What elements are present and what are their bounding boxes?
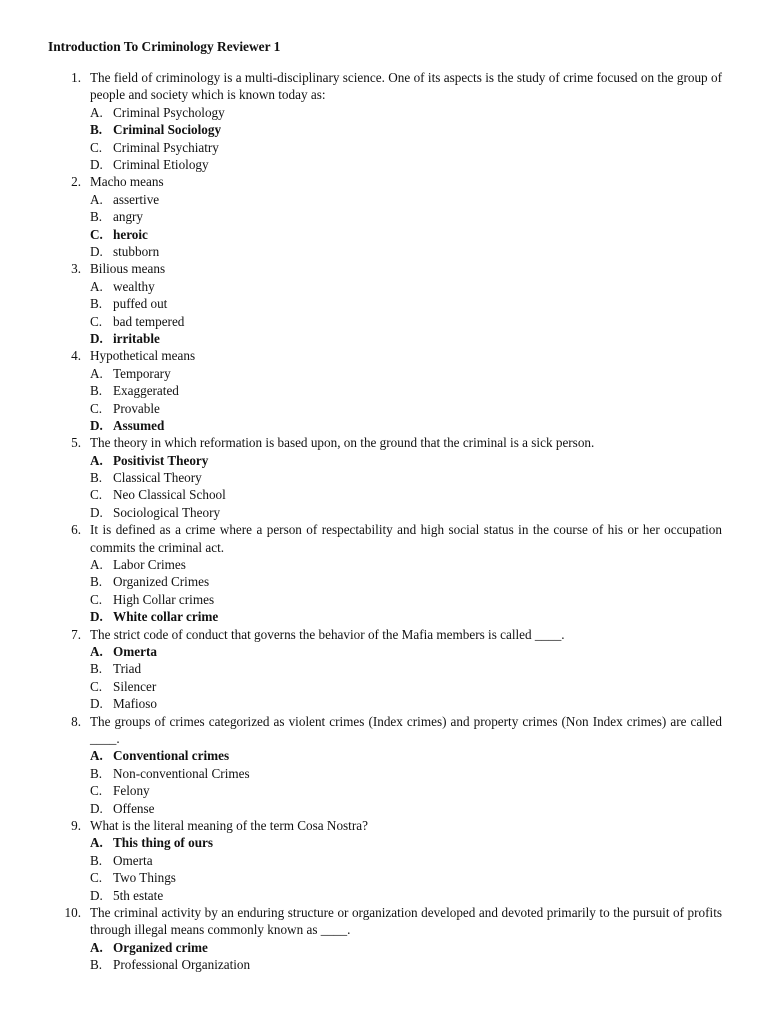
answer-choice	[0, 765, 768, 782]
choice-text: Provable	[113, 400, 160, 416]
choice-letter: A.	[90, 835, 103, 851]
choice-text: Offense	[113, 800, 155, 816]
answer-choice	[0, 869, 768, 886]
question-item	[0, 713, 768, 817]
question-text: The theory in which reformation is based upon, on the ground that the criminal is a sick person.	[90, 435, 595, 451]
choice-letter: A.	[90, 939, 103, 955]
answer-choice	[0, 660, 768, 677]
choice-letter: B.	[90, 383, 103, 399]
question-item	[0, 904, 768, 974]
question-number: 10.	[64, 904, 81, 920]
document-title: Introduction To Criminology Reviewer 1	[48, 39, 281, 54]
choice-text: wealthy	[113, 278, 155, 294]
question-text: Bilious means	[90, 261, 166, 277]
choice-letter: A.	[90, 644, 103, 660]
answer-choice-correct	[0, 747, 768, 764]
choice-letter: B.	[90, 296, 103, 312]
answer-choice-correct	[0, 608, 768, 625]
choice-letter: C.	[90, 400, 103, 416]
answer-choice	[0, 852, 768, 869]
choice-text: irritable	[113, 330, 160, 346]
answer-choice-correct	[0, 834, 768, 851]
question-item	[0, 173, 768, 260]
choice-letter: A.	[90, 748, 103, 764]
choice-text: Non-conventional Crimes	[113, 765, 250, 781]
question-list	[0, 69, 768, 974]
question-text: What is the literal meaning of the term Cosa Nostra?	[90, 817, 368, 833]
question-text: Hypothetical means	[90, 348, 196, 364]
choice-letter: A.	[90, 104, 103, 120]
question-text: The criminal activity by an enduring structure or organization developed and devoted primarily to the pursuit of profits through illegal means commonly known as ____.	[90, 904, 722, 938]
choice-text: angry	[113, 209, 144, 225]
choice-text: Criminal Sociology	[113, 122, 222, 138]
choice-text: Felony	[113, 783, 150, 799]
question-number: 5.	[71, 435, 81, 451]
choice-letter: D.	[90, 696, 103, 712]
choice-text: Labor Crimes	[113, 557, 186, 573]
choice-text: assertive	[113, 191, 160, 207]
choice-letter: C.	[90, 226, 103, 242]
answer-choice	[0, 782, 768, 799]
answer-choice	[0, 695, 768, 712]
question-item	[0, 69, 768, 173]
answer-choice	[0, 156, 768, 173]
choice-text: White collar crime	[113, 609, 219, 625]
answer-choice-correct	[0, 226, 768, 243]
choice-letter: B.	[90, 470, 103, 486]
choice-text: Omerta	[113, 644, 157, 660]
choice-text: Silencer	[113, 678, 157, 694]
question-item	[0, 626, 768, 713]
choice-text: Assumed	[113, 417, 165, 433]
choice-letter: B.	[90, 209, 103, 225]
question-text: The field of criminology is a multi-disciplinary science. One of its aspects is the study of crime focused on the group of people and society which is known today as:	[90, 70, 722, 103]
question-item	[0, 521, 768, 625]
choice-text: This thing of ours	[113, 835, 214, 851]
answer-choice	[0, 800, 768, 817]
answer-choice	[0, 295, 768, 312]
answer-choice	[0, 469, 768, 486]
question-item	[0, 817, 768, 904]
choice-letter: C.	[90, 870, 103, 886]
answer-choice-correct	[0, 417, 768, 434]
choice-letter: C.	[90, 591, 103, 607]
choice-text: bad tempered	[113, 313, 185, 329]
choice-letter: A.	[90, 557, 103, 573]
question-item	[0, 260, 768, 347]
choice-letter: D.	[90, 330, 103, 346]
choice-letter: B.	[90, 661, 103, 677]
choice-text: Temporary	[113, 365, 171, 381]
choice-text: Triad	[113, 661, 142, 677]
choice-letter: C.	[90, 678, 103, 694]
choice-text: Criminal Psychology	[113, 104, 225, 120]
question-number: 1.	[71, 70, 81, 85]
choice-letter: D.	[90, 800, 103, 816]
choice-text: Criminal Psychiatry	[113, 139, 219, 155]
choice-text: Two Things	[113, 870, 176, 886]
choice-letter: A.	[90, 452, 103, 468]
choice-text: Organized crime	[113, 939, 208, 955]
choice-text: Organized Crimes	[113, 574, 210, 590]
choice-letter: D.	[90, 609, 103, 625]
choice-letter: C.	[90, 783, 103, 799]
question-number: 4.	[71, 348, 81, 364]
choice-letter: C.	[90, 487, 103, 503]
answer-choice	[0, 313, 768, 330]
choice-text: Classical Theory	[113, 470, 202, 486]
choice-text: puffed out	[113, 296, 168, 312]
answer-choice-correct	[0, 121, 768, 138]
answer-choice	[0, 208, 768, 225]
choice-text: Conventional crimes	[113, 748, 230, 764]
choice-letter: C.	[90, 139, 103, 155]
answer-choice	[0, 365, 768, 382]
question-text: Macho means	[90, 174, 164, 190]
question-number: 7.	[71, 626, 81, 642]
choice-letter: A.	[90, 191, 103, 207]
answer-choice	[0, 956, 768, 973]
question-item	[0, 434, 768, 521]
choice-letter: D.	[90, 243, 103, 259]
answer-choice	[0, 486, 768, 503]
choice-text: stubborn	[113, 243, 160, 259]
answer-choice	[0, 278, 768, 295]
answer-choice	[0, 382, 768, 399]
answer-choice	[0, 573, 768, 590]
answer-choice	[0, 504, 768, 521]
choice-letter: B.	[90, 765, 103, 781]
question-number: 6.	[71, 522, 81, 538]
choice-text: Mafioso	[113, 696, 157, 712]
choice-text: 5th estate	[113, 887, 164, 903]
answer-choice	[0, 400, 768, 417]
choice-letter: B.	[90, 852, 103, 868]
choice-letter: B.	[90, 574, 103, 590]
answer-choice	[0, 104, 768, 121]
choice-text: heroic	[113, 226, 148, 242]
choice-text: Omerta	[113, 852, 153, 868]
question-number: 2.	[71, 174, 81, 190]
question-item	[0, 347, 768, 434]
answer-choice-correct	[0, 939, 768, 956]
question-text: The strict code of conduct that governs the behavior of the Mafia members is called ____.	[90, 626, 565, 642]
choice-text: Exaggerated	[113, 383, 179, 399]
choice-letter: B.	[90, 957, 103, 973]
choice-text: Sociological Theory	[113, 504, 221, 520]
answer-choice	[0, 887, 768, 904]
answer-choice	[0, 678, 768, 695]
choice-text: High Collar crimes	[113, 591, 215, 607]
answer-choice	[0, 191, 768, 208]
answer-choice-correct	[0, 452, 768, 469]
answer-choice	[0, 139, 768, 156]
choice-letter: D.	[90, 504, 103, 520]
choice-letter: B.	[90, 122, 103, 138]
choice-letter: D.	[90, 887, 103, 903]
question-number: 9.	[71, 817, 81, 833]
choice-letter: A.	[90, 278, 103, 294]
question-number: 3.	[71, 261, 81, 277]
choice-letter: D.	[90, 417, 103, 433]
answer-choice	[0, 556, 768, 573]
choice-letter: A.	[90, 365, 103, 381]
answer-choice	[0, 243, 768, 260]
choice-letter: C.	[90, 313, 103, 329]
choice-text: Professional Organization	[113, 957, 251, 973]
answer-choice-correct	[0, 643, 768, 660]
choice-text: Neo Classical School	[113, 487, 226, 503]
question-text: The groups of crimes categorized as violent crimes (Index crimes) and property crimes (Non Index crimes) are called ____.	[90, 713, 722, 746]
question-text: It is defined as a crime where a person of respectability and high social status in the course of his or her occupation commits the criminal act.	[90, 522, 722, 555]
choice-letter: D.	[90, 156, 103, 172]
choice-text: Positivist Theory	[113, 452, 209, 468]
answer-choice-correct	[0, 330, 768, 347]
question-number: 8.	[71, 713, 81, 729]
answer-choice	[0, 591, 768, 608]
choice-text: Criminal Etiology	[113, 156, 209, 172]
